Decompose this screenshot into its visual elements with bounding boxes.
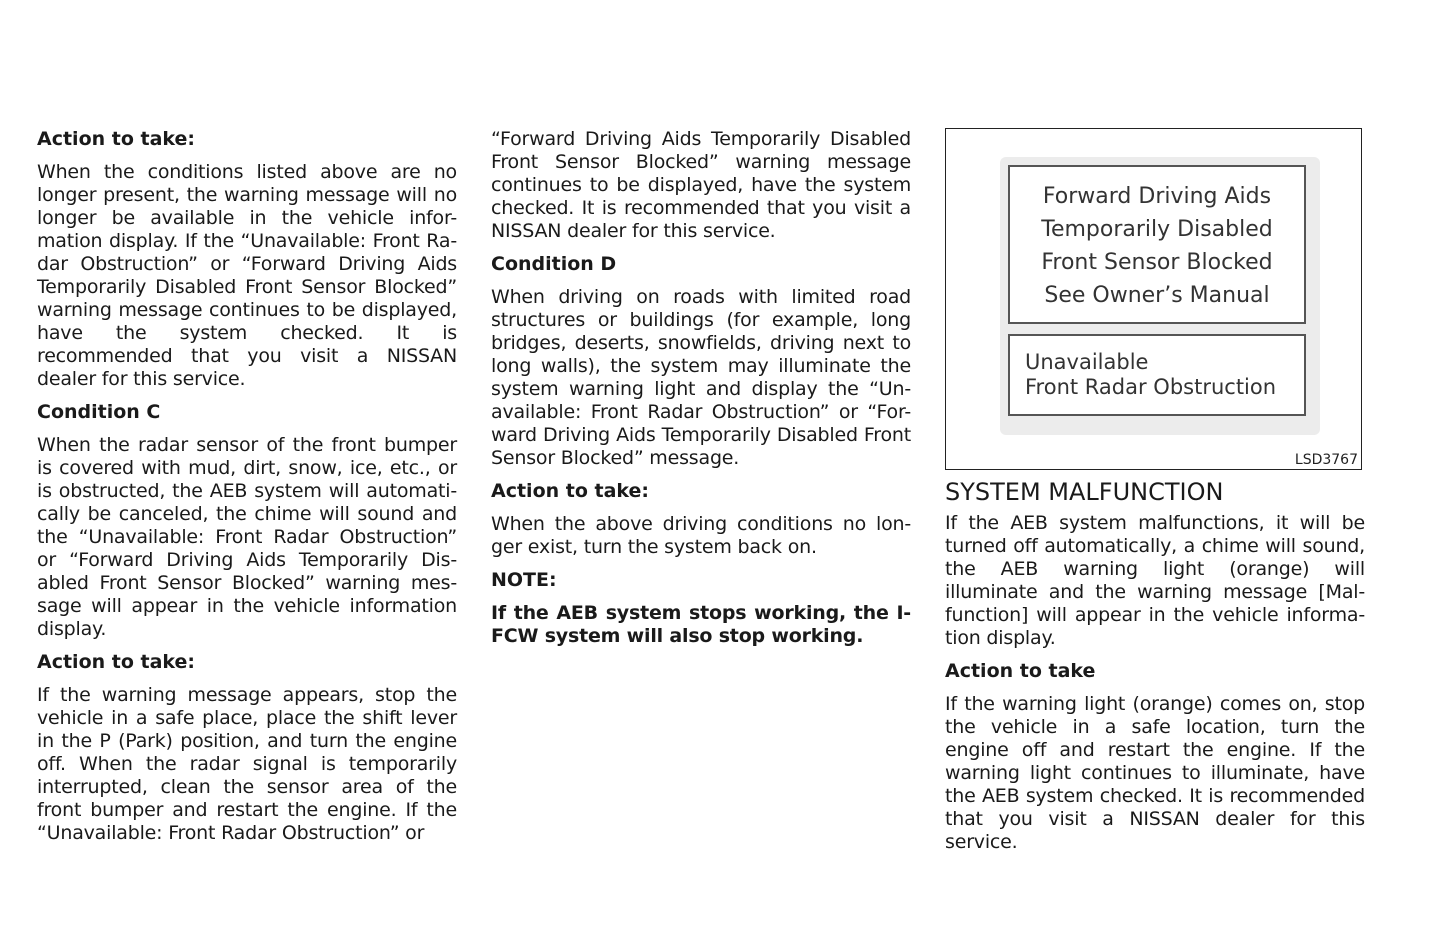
action-paragraph-4: If the warning light (orange) comes on, stop the vehicle in a safe location, turn the engine off and restart the engine. If the warning light continues to illuminate, have the AEB system checked. It is recommended that you visit a NISSAN dealer for this service. [945,693,1365,853]
section-title: SYSTEM MALFUNCTION [945,478,1224,506]
action-paragraph-3: When the above driving conditions no lon-ger exist, turn the system back on. [491,513,911,558]
action-heading-2: Action to take: [37,651,196,673]
warning-line: Temporarily Disabled [1041,217,1273,242]
note-heading: NOTE: [491,569,557,591]
action-heading-1: Action to take: [37,128,196,150]
continued-paragraph: “Forward Driving Aids Temporarily Disabled Front Sensor Blocked” warning message continues to be displayed, have the system checked. It is recommended that you visit a NISSAN dealer for this service. [491,128,911,242]
condition-c-paragraph: When the radar sensor of the front bumper is covered with mud, dirt, snow, ice, etc., or is obstructed, the AEB system will automati-cally be canceled, the chime will sound and the “Unavailable: Front Radar Obstruction” or “Forward Driving Aids Temporarily Dis-abled Front Sensor Blocked” warning mes-sage will appear in the vehicle information display. [37,434,457,640]
unavailable-line: Unavailable [1025,350,1149,374]
action-heading-4: Action to take [945,660,1096,682]
malfunction-paragraph: If the AEB system malfunctions, it will be turned off automatically, a chime will sound, the AEB warning light (orange) will illuminate and the warning message [Mal-function] will appear in the vehicle informa-tion display. [945,512,1365,649]
condition-c-heading: Condition C [37,401,161,423]
action-paragraph-2: If the warning message appears, stop the vehicle in a safe place, place the shift lever in the P (Park) position, and turn the engine off. When the radar signal is temporarily interrupted, clean the sensor area of the front bumper and restart the engine. If the “Unavailable: Front Radar Obstruction” or [37,684,457,844]
action-paragraph-1: When the conditions listed above are no longer present, the warning message will no longer be available in the vehicle infor-mation display. If the “Unavailable: Front Ra-dar Obstruction” or “Forward Driving Aids Temporarily Disabled Front Sensor Blocked” warning message continues to be displayed, have the system checked. It is recommended that you visit a NISSAN dealer for this service. [37,161,457,390]
action-heading-3: Action to take: [491,480,650,502]
column-1 [37,128,457,855]
condition-d-paragraph: When driving on roads with limited road structures or buildings (for example, long bridges, deserts, snowfields, driving next to long walls), the system may illuminate the system warning light and display the “Un-available: Front Radar Obstruction” or “For-ward Driving Aids Temporarily Disabled Front Sensor Blocked” message. [491,286,911,469]
unavailable-message-box [1008,334,1306,416]
warning-line: See Owner’s Manual [1044,283,1270,308]
condition-d-heading: Condition D [491,253,617,275]
column-2 [491,128,911,658]
column-3 [945,128,1365,864]
note-text: If the AEB system stops working, the I-FCW system will also stop working. [491,602,911,647]
warning-message-box [1008,165,1306,324]
display-figure [945,128,1362,470]
unavailable-line: Front Radar Obstruction [1025,375,1277,399]
warning-line: Forward Driving Aids [1042,184,1272,209]
figure-label: LSD3767 [1294,452,1358,468]
warning-line: Front Sensor Blocked [1041,250,1273,275]
